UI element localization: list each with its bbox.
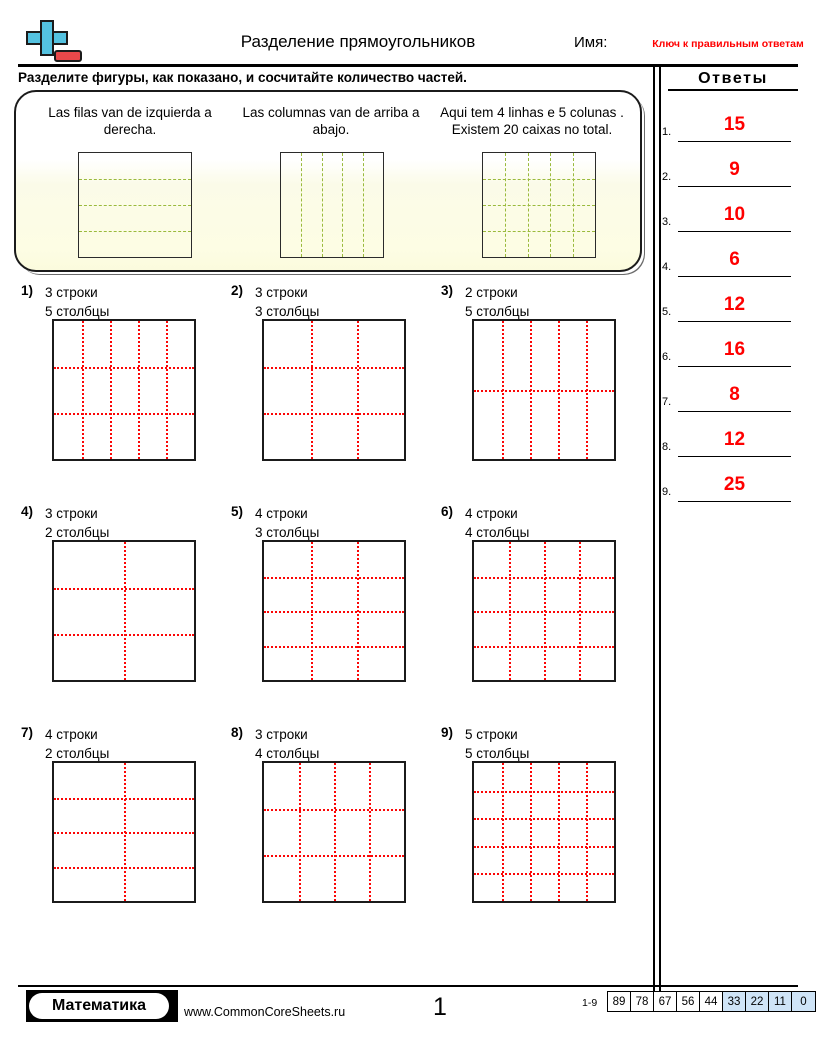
footer-divider bbox=[18, 985, 798, 987]
problem-rows-label: 3 строки bbox=[255, 285, 308, 300]
problem-label bbox=[255, 504, 319, 542]
answer-index: 3. bbox=[662, 216, 672, 228]
problem-rows-label: 2 строки bbox=[465, 285, 518, 300]
problem-cols-label: 3 столбцы bbox=[255, 525, 320, 540]
answer-row bbox=[662, 380, 802, 425]
answer-value: 12 bbox=[723, 429, 746, 450]
answer-row bbox=[662, 290, 802, 335]
answer-index: 9. bbox=[662, 486, 672, 498]
scale-cell: 44 bbox=[700, 992, 723, 1011]
problem-rectangle[interactable] bbox=[52, 540, 196, 682]
example-column-divider bbox=[363, 153, 364, 257]
problem-rectangle[interactable] bbox=[262, 540, 406, 682]
logo-minus-bar bbox=[54, 50, 82, 62]
problem-cols-label: 3 столбцы bbox=[255, 304, 320, 319]
problem-rectangle[interactable] bbox=[472, 761, 616, 903]
example-rectangle-grid bbox=[482, 152, 596, 258]
example-column-divider bbox=[528, 153, 529, 257]
scale-cell: 78 bbox=[631, 992, 654, 1011]
answer-row bbox=[662, 425, 802, 470]
problem-rows-label: 5 строки bbox=[465, 727, 518, 742]
problem-rows-label: 4 строки bbox=[45, 727, 98, 742]
answer-row bbox=[662, 335, 802, 380]
problem-rectangle[interactable] bbox=[262, 761, 406, 903]
column-divider-line bbox=[502, 321, 504, 459]
problem-rectangle[interactable] bbox=[472, 319, 616, 461]
scale-cell: 11 bbox=[769, 992, 792, 1011]
column-divider-line bbox=[530, 321, 532, 459]
answer-blank-line[interactable] bbox=[678, 186, 791, 187]
problem-number: 1) bbox=[21, 283, 34, 298]
column-divider-line bbox=[110, 321, 112, 459]
column-divider-line bbox=[502, 763, 504, 901]
problem-rectangle[interactable] bbox=[52, 761, 196, 903]
answer-row bbox=[662, 110, 802, 155]
score-scale-strip bbox=[607, 991, 816, 1012]
problem-number: 2) bbox=[231, 283, 244, 298]
column-divider-line bbox=[530, 763, 532, 901]
problem-label bbox=[255, 283, 319, 321]
page-title: Разделение прямоугольников bbox=[240, 32, 476, 51]
header-divider bbox=[18, 64, 798, 67]
answer-blank-line[interactable] bbox=[678, 456, 791, 457]
row-divider-line bbox=[474, 873, 614, 875]
problem-label bbox=[45, 283, 109, 321]
problem-rows-label: 3 строки bbox=[255, 727, 308, 742]
answer-value: 15 bbox=[723, 114, 746, 135]
scale-cell: 67 bbox=[654, 992, 677, 1011]
plus-minus-logo-icon bbox=[18, 20, 82, 64]
scale-cell: 0 bbox=[792, 992, 815, 1011]
example-row-divider bbox=[483, 205, 595, 206]
column-divider-line bbox=[124, 542, 126, 680]
answer-blank-line[interactable] bbox=[678, 141, 791, 142]
scale-cell: 89 bbox=[608, 992, 631, 1011]
hint-text-columns: Las columnas van de arriba a abajo. bbox=[242, 105, 420, 137]
column-divider-line bbox=[311, 542, 313, 680]
row-divider-line bbox=[474, 390, 614, 392]
row-divider-line bbox=[264, 413, 404, 415]
name-field-label: Имя: bbox=[574, 34, 608, 51]
answer-key-badge: Ключ к правильным ответам bbox=[652, 38, 804, 50]
problem-cols-label: 5 столбцы bbox=[465, 304, 530, 319]
problem-cols-label: 5 столбцы bbox=[465, 746, 530, 761]
problem-rows-label: 4 строки bbox=[465, 506, 518, 521]
problem-rectangle[interactable] bbox=[52, 319, 196, 461]
problem-rows-label: 4 строки bbox=[255, 506, 308, 521]
logo-plus-center bbox=[42, 33, 52, 43]
column-divider-line bbox=[369, 763, 371, 901]
answer-row bbox=[662, 245, 802, 290]
example-rectangle-rows bbox=[78, 152, 192, 258]
problem-number: 6) bbox=[441, 504, 454, 519]
problem-cols-label: 2 столбцы bbox=[45, 746, 110, 761]
problem-cols-label: 4 столбцы bbox=[465, 525, 530, 540]
hint-text-total: Aqui tem 4 linhas e 5 colunas . Existem 20 caixas no total. bbox=[440, 105, 624, 137]
problem-rectangle[interactable] bbox=[472, 540, 616, 682]
column-divider-line bbox=[586, 321, 588, 459]
example-hint-box bbox=[14, 90, 642, 272]
problem-label bbox=[465, 504, 529, 542]
column-divider-line bbox=[124, 763, 126, 901]
column-divider-line bbox=[579, 542, 581, 680]
row-divider-line bbox=[264, 646, 404, 648]
answer-index: 4. bbox=[662, 261, 672, 273]
answer-blank-line[interactable] bbox=[678, 321, 791, 322]
example-column-divider bbox=[342, 153, 343, 257]
problem-number: 8) bbox=[231, 725, 244, 740]
problem-label bbox=[45, 504, 109, 542]
answer-value: 9 bbox=[729, 159, 740, 180]
column-divider-line bbox=[509, 542, 511, 680]
problem-number: 4) bbox=[21, 504, 34, 519]
answer-blank-line[interactable] bbox=[678, 411, 791, 412]
panel-divider-line-outer bbox=[653, 67, 655, 997]
column-divider-line bbox=[138, 321, 140, 459]
example-column-divider bbox=[550, 153, 551, 257]
example-column-divider bbox=[505, 153, 506, 257]
column-divider-line bbox=[357, 542, 359, 680]
problem-label bbox=[255, 725, 319, 763]
site-url: www.CommonCoreSheets.ru bbox=[184, 1005, 346, 1019]
problem-cols-label: 2 столбцы bbox=[45, 525, 110, 540]
answer-value: 25 bbox=[723, 474, 746, 495]
problem-rows-label: 3 строки bbox=[45, 285, 98, 300]
problem-number: 3) bbox=[441, 283, 454, 298]
column-divider-line bbox=[299, 763, 301, 901]
answer-index: 2. bbox=[662, 171, 672, 183]
answer-blank-line[interactable] bbox=[678, 501, 791, 502]
row-divider-line bbox=[264, 611, 404, 613]
row-divider-line bbox=[474, 846, 614, 848]
answer-index: 1. bbox=[662, 126, 672, 138]
answer-blank-line[interactable] bbox=[678, 276, 791, 277]
example-row-divider bbox=[79, 205, 191, 206]
answer-row bbox=[662, 200, 802, 245]
problem-rows-label: 3 строки bbox=[45, 506, 98, 521]
column-divider-line bbox=[82, 321, 84, 459]
scale-cell: 33 bbox=[723, 992, 746, 1011]
answer-list bbox=[662, 110, 802, 515]
example-row-divider bbox=[79, 179, 191, 180]
answer-index: 5. bbox=[662, 306, 672, 318]
row-divider-line bbox=[264, 577, 404, 579]
problem-label bbox=[465, 283, 529, 321]
answer-blank-line[interactable] bbox=[678, 231, 791, 232]
example-row-divider bbox=[483, 231, 595, 232]
answer-value: 10 bbox=[723, 204, 746, 225]
problem-number: 5) bbox=[231, 504, 244, 519]
answer-index: 7. bbox=[662, 396, 672, 408]
problem-label bbox=[45, 725, 109, 763]
panel-divider-line-inner bbox=[659, 67, 661, 997]
example-column-divider bbox=[301, 153, 302, 257]
site-logo-label: Математика bbox=[29, 993, 169, 1019]
example-rectangle-columns bbox=[280, 152, 384, 258]
scale-cell: 56 bbox=[677, 992, 700, 1011]
row-divider-line bbox=[264, 367, 404, 369]
problem-number: 9) bbox=[441, 725, 454, 740]
problem-cols-label: 5 столбцы bbox=[45, 304, 110, 319]
row-divider-line bbox=[474, 791, 614, 793]
column-divider-line bbox=[558, 321, 560, 459]
row-divider-line bbox=[54, 367, 194, 369]
example-row-divider bbox=[79, 231, 191, 232]
column-divider-line bbox=[166, 321, 168, 459]
hint-text-rows: Las filas van de izquierda a derecha. bbox=[48, 105, 212, 137]
answers-heading: Ответы bbox=[668, 70, 798, 91]
problem-label bbox=[465, 725, 529, 763]
page-number: 1 bbox=[433, 993, 447, 1021]
answer-row bbox=[662, 155, 802, 200]
answer-blank-line[interactable] bbox=[678, 366, 791, 367]
scale-cell: 22 bbox=[746, 992, 769, 1011]
row-divider-line bbox=[54, 413, 194, 415]
answer-value: 6 bbox=[729, 249, 740, 270]
problem-number: 7) bbox=[21, 725, 34, 740]
answer-value: 8 bbox=[729, 384, 740, 405]
site-logo bbox=[26, 990, 178, 1022]
column-divider-line bbox=[586, 763, 588, 901]
column-divider-line bbox=[311, 321, 313, 459]
directions-text: Разделите фигуры, как показано, и сосчитайте количество частей. bbox=[18, 70, 467, 85]
column-divider-line bbox=[357, 321, 359, 459]
header bbox=[18, 18, 804, 68]
column-divider-line bbox=[558, 763, 560, 901]
example-column-divider bbox=[322, 153, 323, 257]
answer-index: 6. bbox=[662, 351, 672, 363]
problem-rectangle[interactable] bbox=[262, 319, 406, 461]
column-divider-line bbox=[334, 763, 336, 901]
example-column-divider bbox=[573, 153, 574, 257]
column-divider-line bbox=[544, 542, 546, 680]
answer-index: 8. bbox=[662, 441, 672, 453]
problem-cols-label: 4 столбцы bbox=[255, 746, 320, 761]
answer-value: 16 bbox=[723, 339, 746, 360]
example-row-divider bbox=[483, 179, 595, 180]
row-divider-line bbox=[474, 818, 614, 820]
answer-value: 12 bbox=[723, 294, 746, 315]
answer-row bbox=[662, 470, 802, 515]
scale-range-label: 1-9 bbox=[582, 997, 598, 1009]
